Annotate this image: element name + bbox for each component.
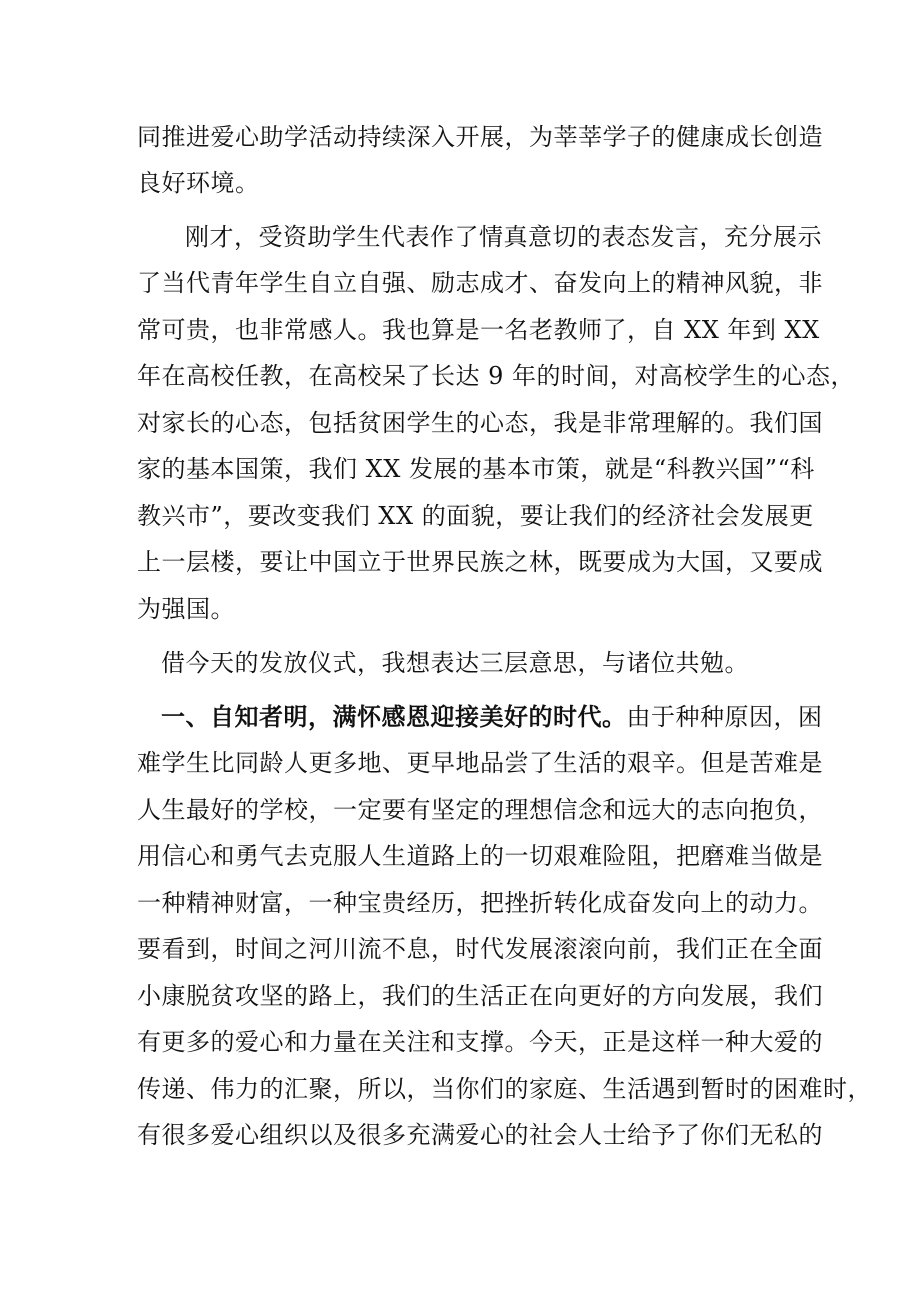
text-line: 刚才，受资助学生代表作了情真意切的表态发言，充分展示 — [185, 223, 822, 251]
text-line: 小康脱贫攻坚的路上，我们的生活正在向更好的方向发展，我们 — [137, 982, 823, 1010]
text-line: 了当代青年学生自立自强、励志成才、奋发向上的精神风貌，非 — [137, 269, 823, 297]
text-line: 用信心和勇气去克服人生道路上的一切艰难险阻，把磨难当做是 — [137, 842, 823, 870]
section-heading: 一、自知者明，满怀感恩迎接美好的时代。 — [161, 702, 627, 731]
text-line: 传递、伟力的汇聚，所以，当你们的家庭、生活遇到暂时的困难时， — [137, 1075, 872, 1103]
text-line: 一种精神财富，一种宝贵经历，把挫折转化成奋发向上的动力。 — [137, 889, 823, 917]
text-line: 家的基本国策，我们 XX 发展的基本市策，就是“科教兴国”“科 — [137, 455, 815, 483]
text-line: 借今天的发放仪式，我想表达三层意思，与诸位共勉。 — [161, 649, 749, 677]
text-line: 要看到，时间之河川流不息，时代发展滚滚向前，我们正在全面 — [137, 935, 823, 963]
text-line: 有很多爱心组织以及很多充满爱心的社会人士给予了你们无私的 — [137, 1121, 823, 1149]
text-line: 同推进爱心助学活动持续深入开展，为莘莘学子的健康成长创造 — [137, 123, 823, 151]
text-line: 有更多的爱心和力量在关注和支撑。今天，正是这样一种大爱的 — [137, 1028, 823, 1056]
heading-line — [161, 697, 823, 737]
heading-continuation: 由于种种原因，困 — [626, 703, 823, 731]
text-line: 良好环境。 — [137, 169, 260, 197]
text-line: 教兴市”，要改变我们 XX 的面貌，要让我们的经济社会发展更 — [137, 502, 814, 530]
text-line: 上一层楼，要让中国立于世界民族之林，既要成为大国，又要成 — [137, 548, 823, 576]
text-line: 为强国。 — [137, 595, 235, 623]
text-line: 难学生比同龄人更多地、更早地品尝了生活的艰辛。但是苦难是 — [137, 749, 823, 777]
text-line: 对家长的心态，包括贫困学生的心态，我是非常理解的。我们国 — [137, 409, 823, 437]
text-line: 常可贵，也非常感人。我也算是一名老教师了，自 XX 年到 XX — [137, 316, 820, 344]
text-line: 年在高校任教，在高校呆了长达 9 年的时间，对高校学生的心态， — [137, 362, 856, 390]
text-line: 人生最好的学校，一定要有坚定的理想信念和远大的志向抱负， — [137, 796, 823, 824]
